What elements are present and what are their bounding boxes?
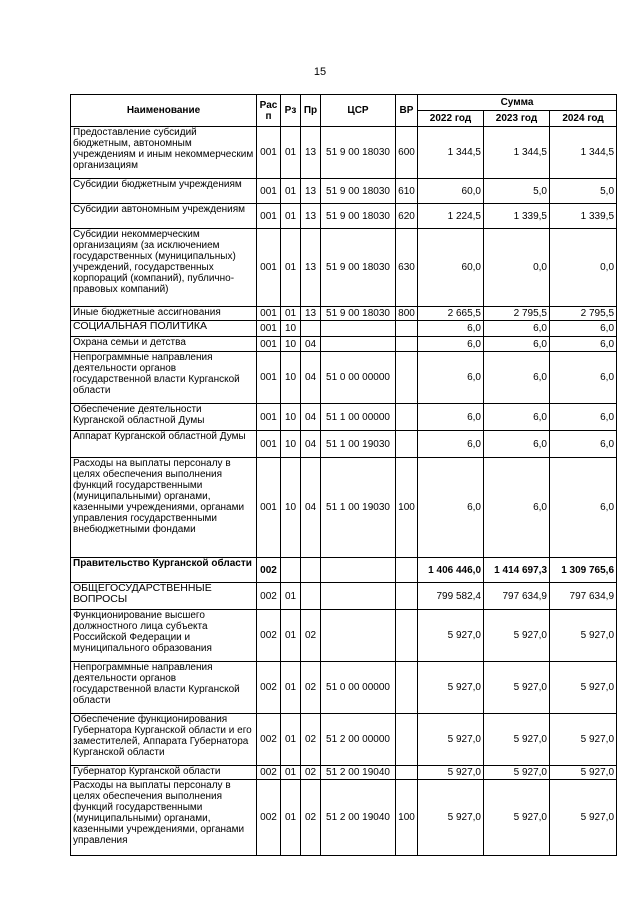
cell-y2024: 1 309 765,6 bbox=[550, 558, 617, 583]
cell-y2023: 5 927,0 bbox=[484, 610, 550, 662]
cell-y2023: 6,0 bbox=[484, 337, 550, 352]
cell-y2022: 2 665,5 bbox=[418, 307, 484, 321]
table-row bbox=[71, 229, 617, 307]
header-rasp: Рас п bbox=[257, 95, 281, 127]
cell-y2024: 6,0 bbox=[550, 431, 617, 458]
cell-rz: 01 bbox=[281, 583, 301, 610]
table-row bbox=[71, 337, 617, 352]
cell-rz: 01 bbox=[281, 127, 301, 179]
table-row bbox=[71, 662, 617, 714]
cell-name: Непрограммные направления деятельности органов государственной власти Курганской области bbox=[71, 352, 257, 404]
cell-rz: 01 bbox=[281, 714, 301, 766]
cell-vr: 100 bbox=[396, 458, 418, 558]
cell-y2024: 2 795,5 bbox=[550, 307, 617, 321]
cell-y2024: 5 927,0 bbox=[550, 714, 617, 766]
cell-vr bbox=[396, 337, 418, 352]
cell-y2023: 797 634,9 bbox=[484, 583, 550, 610]
cell-y2023: 5 927,0 bbox=[484, 662, 550, 714]
cell-y2024: 1 344,5 bbox=[550, 127, 617, 179]
cell-pr: 13 bbox=[301, 127, 321, 179]
cell-csr: 51 1 00 19030 bbox=[321, 458, 396, 558]
cell-pr: 02 bbox=[301, 780, 321, 856]
cell-vr bbox=[396, 352, 418, 404]
cell-rz: 10 bbox=[281, 337, 301, 352]
cell-csr: 51 0 00 00000 bbox=[321, 352, 396, 404]
cell-y2024: 0,0 bbox=[550, 229, 617, 307]
cell-rasp: 001 bbox=[257, 321, 281, 337]
cell-y2023: 6,0 bbox=[484, 321, 550, 337]
header-year-2023: 2023 год bbox=[484, 111, 550, 127]
cell-vr: 100 bbox=[396, 780, 418, 856]
table-row bbox=[71, 179, 617, 204]
cell-y2023: 5 927,0 bbox=[484, 714, 550, 766]
cell-vr: 800 bbox=[396, 307, 418, 321]
table-row bbox=[71, 321, 617, 337]
cell-rasp: 001 bbox=[257, 431, 281, 458]
cell-y2024: 5 927,0 bbox=[550, 662, 617, 714]
cell-y2023: 5 927,0 bbox=[484, 766, 550, 780]
cell-name: Обеспечение функционирования Губернатора Курганской области и его заместителей, Аппарата Губернатора Курганской области bbox=[71, 714, 257, 766]
cell-y2023: 6,0 bbox=[484, 458, 550, 558]
table-row bbox=[71, 458, 617, 558]
table-row bbox=[71, 204, 617, 229]
cell-name: ОБЩЕГОСУДАРСТВЕННЫЕ ВОПРОСЫ bbox=[71, 583, 257, 610]
cell-name: Функционирование высшего должностного лица субъекта Российской Федерации и муниципального образования bbox=[71, 610, 257, 662]
cell-csr: 51 1 00 00000 bbox=[321, 404, 396, 431]
cell-rasp: 001 bbox=[257, 458, 281, 558]
cell-name: Субсидии автономным учреждениям bbox=[71, 204, 257, 229]
header-rz: Рз bbox=[281, 95, 301, 127]
cell-csr: 51 2 00 00000 bbox=[321, 714, 396, 766]
table-row bbox=[71, 714, 617, 766]
cell-y2023: 2 795,5 bbox=[484, 307, 550, 321]
cell-vr bbox=[396, 766, 418, 780]
cell-y2023: 0,0 bbox=[484, 229, 550, 307]
cell-pr: 04 bbox=[301, 337, 321, 352]
table-row bbox=[71, 558, 617, 583]
cell-rz: 01 bbox=[281, 307, 301, 321]
cell-rz: 10 bbox=[281, 321, 301, 337]
cell-y2022: 5 927,0 bbox=[418, 610, 484, 662]
cell-name: Иные бюджетные ассигнования bbox=[71, 307, 257, 321]
cell-rasp: 002 bbox=[257, 583, 281, 610]
cell-y2024: 797 634,9 bbox=[550, 583, 617, 610]
header-sum: Сумма bbox=[418, 95, 617, 111]
cell-name: СОЦИАЛЬНАЯ ПОЛИТИКА bbox=[71, 321, 257, 337]
cell-y2024: 6,0 bbox=[550, 321, 617, 337]
cell-vr: 600 bbox=[396, 127, 418, 179]
cell-csr: 51 9 00 18030 bbox=[321, 127, 396, 179]
cell-vr bbox=[396, 662, 418, 714]
cell-name: Охрана семьи и детства bbox=[71, 337, 257, 352]
cell-csr: 51 9 00 18030 bbox=[321, 307, 396, 321]
cell-vr bbox=[396, 558, 418, 583]
cell-y2022: 6,0 bbox=[418, 321, 484, 337]
table-row bbox=[71, 431, 617, 458]
table-row bbox=[71, 127, 617, 179]
cell-rasp: 001 bbox=[257, 307, 281, 321]
cell-name: Расходы на выплаты персоналу в целях обеспечения выполнения функций государственными (муниципальными) органами, казенными учреждениями, органами управления bbox=[71, 780, 257, 856]
cell-name: Субсидии некоммерческим организациям (за исключением государственных (муниципальных) учреждений, государственных корпораций (компаний), публично-правовых компаний) bbox=[71, 229, 257, 307]
page-number: 15 bbox=[313, 66, 327, 78]
cell-y2022: 1 406 446,0 bbox=[418, 558, 484, 583]
cell-pr: 02 bbox=[301, 714, 321, 766]
header-year-2024: 2024 год bbox=[550, 111, 617, 127]
cell-y2022: 6,0 bbox=[418, 458, 484, 558]
cell-vr: 630 bbox=[396, 229, 418, 307]
cell-vr bbox=[396, 321, 418, 337]
cell-y2023: 1 344,5 bbox=[484, 127, 550, 179]
cell-y2023: 5 927,0 bbox=[484, 780, 550, 856]
cell-y2022: 1 224,5 bbox=[418, 204, 484, 229]
cell-rasp: 001 bbox=[257, 179, 281, 204]
cell-rasp: 001 bbox=[257, 229, 281, 307]
cell-pr: 02 bbox=[301, 766, 321, 780]
cell-vr bbox=[396, 583, 418, 610]
cell-csr bbox=[321, 610, 396, 662]
header-year-2022: 2022 год bbox=[418, 111, 484, 127]
cell-rz bbox=[281, 558, 301, 583]
cell-rasp: 001 bbox=[257, 337, 281, 352]
cell-y2022: 6,0 bbox=[418, 352, 484, 404]
cell-pr: 02 bbox=[301, 610, 321, 662]
table-row bbox=[71, 766, 617, 780]
cell-rz: 01 bbox=[281, 780, 301, 856]
cell-y2022: 5 927,0 bbox=[418, 780, 484, 856]
cell-y2022: 6,0 bbox=[418, 404, 484, 431]
cell-rz: 10 bbox=[281, 352, 301, 404]
cell-name: Обеспечение деятельности Курганской областной Думы bbox=[71, 404, 257, 431]
cell-csr: 51 2 00 19040 bbox=[321, 780, 396, 856]
table-row bbox=[71, 610, 617, 662]
cell-y2024: 5 927,0 bbox=[550, 610, 617, 662]
cell-vr bbox=[396, 714, 418, 766]
cell-y2022: 799 582,4 bbox=[418, 583, 484, 610]
cell-y2024: 6,0 bbox=[550, 404, 617, 431]
cell-rasp: 002 bbox=[257, 714, 281, 766]
cell-rz: 10 bbox=[281, 404, 301, 431]
cell-y2023: 5,0 bbox=[484, 179, 550, 204]
cell-pr bbox=[301, 558, 321, 583]
cell-csr: 51 2 00 19040 bbox=[321, 766, 396, 780]
cell-y2022: 5 927,0 bbox=[418, 662, 484, 714]
cell-rasp: 001 bbox=[257, 352, 281, 404]
cell-rz: 01 bbox=[281, 179, 301, 204]
cell-rz: 01 bbox=[281, 204, 301, 229]
cell-name: Аппарат Курганской областной Думы bbox=[71, 431, 257, 458]
cell-pr bbox=[301, 321, 321, 337]
cell-y2022: 5 927,0 bbox=[418, 766, 484, 780]
cell-y2023: 1 339,5 bbox=[484, 204, 550, 229]
table-row bbox=[71, 352, 617, 404]
cell-vr bbox=[396, 431, 418, 458]
cell-y2022: 6,0 bbox=[418, 431, 484, 458]
cell-pr bbox=[301, 583, 321, 610]
cell-pr: 04 bbox=[301, 458, 321, 558]
cell-vr: 620 bbox=[396, 204, 418, 229]
cell-y2022: 60,0 bbox=[418, 229, 484, 307]
cell-pr: 02 bbox=[301, 662, 321, 714]
cell-name: Губернатор Курганской области bbox=[71, 766, 257, 780]
cell-name: Предоставление субсидий бюджетным, автономным учреждениям и иным некоммерческим организациям bbox=[71, 127, 257, 179]
cell-y2022: 1 344,5 bbox=[418, 127, 484, 179]
cell-y2023: 1 414 697,3 bbox=[484, 558, 550, 583]
cell-csr bbox=[321, 321, 396, 337]
table-row bbox=[71, 404, 617, 431]
cell-vr bbox=[396, 404, 418, 431]
cell-pr: 04 bbox=[301, 352, 321, 404]
cell-rz: 10 bbox=[281, 431, 301, 458]
cell-y2024: 1 339,5 bbox=[550, 204, 617, 229]
cell-y2024: 5,0 bbox=[550, 179, 617, 204]
cell-rasp: 002 bbox=[257, 558, 281, 583]
cell-y2024: 6,0 bbox=[550, 337, 617, 352]
table-row bbox=[71, 780, 617, 856]
cell-name: Правительство Курганской области bbox=[71, 558, 257, 583]
table-body bbox=[71, 127, 617, 856]
cell-name: Субсидии бюджетным учреждениям bbox=[71, 179, 257, 204]
cell-y2022: 60,0 bbox=[418, 179, 484, 204]
cell-rasp: 002 bbox=[257, 662, 281, 714]
cell-csr bbox=[321, 337, 396, 352]
cell-vr bbox=[396, 610, 418, 662]
budget-table bbox=[70, 94, 617, 856]
cell-csr: 51 9 00 18030 bbox=[321, 229, 396, 307]
cell-name: Расходы на выплаты персоналу в целях обеспечения выполнения функций государственными (муниципальными) органами, казенными учреждениями, органами управления государственными внебюджетными фондами bbox=[71, 458, 257, 558]
cell-csr: 51 9 00 18030 bbox=[321, 204, 396, 229]
cell-pr: 04 bbox=[301, 404, 321, 431]
cell-pr: 13 bbox=[301, 229, 321, 307]
cell-y2024: 6,0 bbox=[550, 352, 617, 404]
header-pr: Пр bbox=[301, 95, 321, 127]
cell-rasp: 002 bbox=[257, 766, 281, 780]
cell-csr: 51 9 00 18030 bbox=[321, 179, 396, 204]
cell-y2023: 6,0 bbox=[484, 404, 550, 431]
table-row bbox=[71, 307, 617, 321]
cell-pr: 13 bbox=[301, 179, 321, 204]
cell-rz: 01 bbox=[281, 662, 301, 714]
cell-rz: 01 bbox=[281, 766, 301, 780]
cell-csr bbox=[321, 558, 396, 583]
cell-y2024: 5 927,0 bbox=[550, 766, 617, 780]
cell-rasp: 002 bbox=[257, 780, 281, 856]
cell-y2022: 6,0 bbox=[418, 337, 484, 352]
cell-rasp: 001 bbox=[257, 204, 281, 229]
table-row bbox=[71, 583, 617, 610]
header-vr: ВР bbox=[396, 95, 418, 127]
cell-rasp: 001 bbox=[257, 127, 281, 179]
cell-csr bbox=[321, 583, 396, 610]
cell-y2024: 5 927,0 bbox=[550, 780, 617, 856]
cell-pr: 13 bbox=[301, 204, 321, 229]
cell-y2023: 6,0 bbox=[484, 431, 550, 458]
cell-y2023: 6,0 bbox=[484, 352, 550, 404]
cell-csr: 51 0 00 00000 bbox=[321, 662, 396, 714]
cell-name: Непрограммные направления деятельности органов государственной власти Курганской области bbox=[71, 662, 257, 714]
cell-vr: 610 bbox=[396, 179, 418, 204]
cell-y2024: 6,0 bbox=[550, 458, 617, 558]
cell-rasp: 001 bbox=[257, 404, 281, 431]
cell-rz: 10 bbox=[281, 458, 301, 558]
cell-y2022: 5 927,0 bbox=[418, 714, 484, 766]
cell-csr: 51 1 00 19030 bbox=[321, 431, 396, 458]
cell-rz: 01 bbox=[281, 610, 301, 662]
cell-pr: 13 bbox=[301, 307, 321, 321]
cell-rasp: 002 bbox=[257, 610, 281, 662]
header-name: Наименование bbox=[71, 95, 257, 127]
cell-pr: 04 bbox=[301, 431, 321, 458]
cell-rz: 01 bbox=[281, 229, 301, 307]
header-csr: ЦСР bbox=[321, 95, 396, 127]
